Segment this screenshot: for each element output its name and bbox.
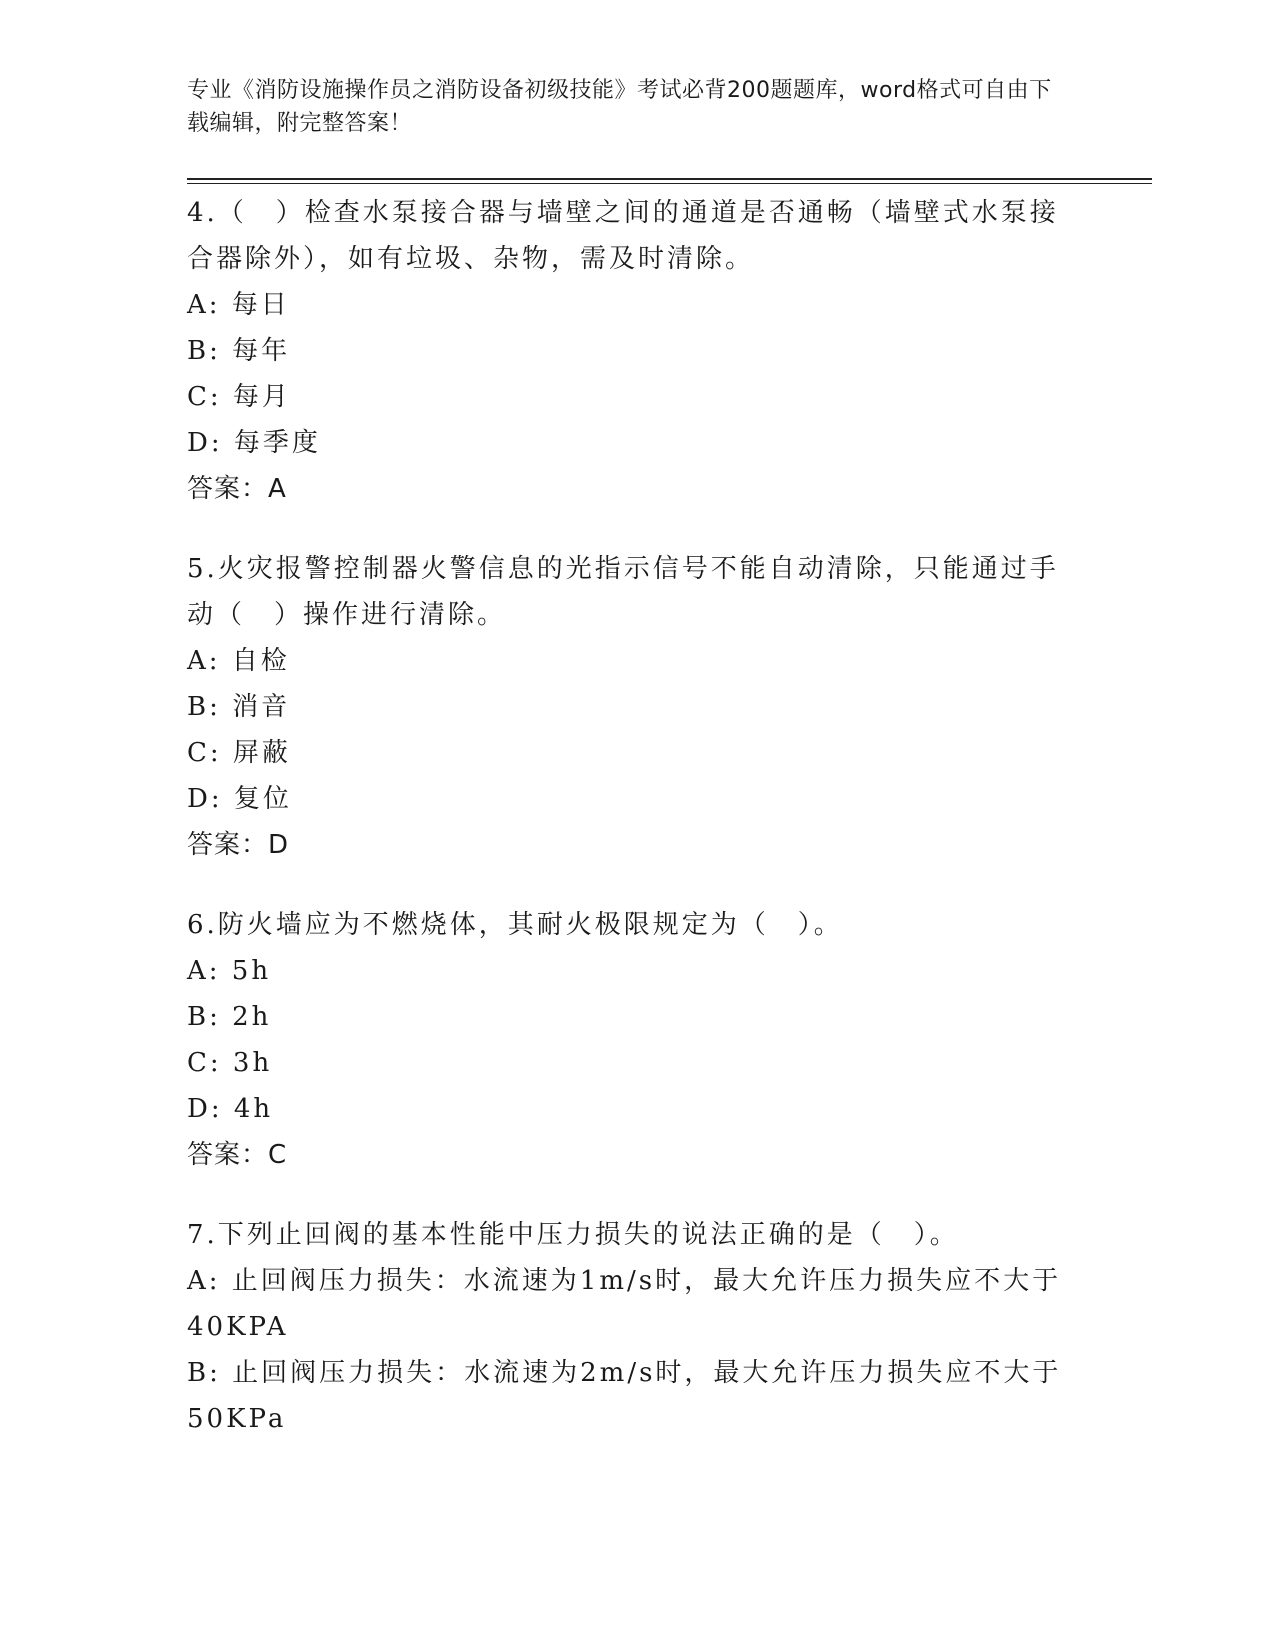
option-b: B: 2h: [187, 1002, 272, 1032]
option-a: A: 每日: [187, 290, 290, 320]
option-d: D: 4h: [187, 1094, 274, 1124]
question-stem: 7.下列止回阀的基本性能中压力损失的说法正确的是（ ）。: [187, 1220, 959, 1250]
answer-line: 答案：A: [187, 474, 287, 504]
option-a: A: 自检: [187, 646, 290, 676]
header-divider-thick: [187, 178, 1152, 180]
option-c: C: 屏蔽: [187, 738, 291, 768]
question-stem: 6.防火墙应为不燃烧体，其耐火极限规定为（ ）。: [187, 910, 843, 940]
question-stem: 4.（ ）检查水泵接合器与墙壁之间的通道是否通畅（墙壁式水泵接合器除外），如有垃圾、杂物，需及时清除。: [187, 198, 1059, 274]
option-b: B: 止回阀压力损失：水流速为2m/s时，最大允许压力损失应不大于50KPa: [187, 1358, 1062, 1434]
option-b: B: 消音: [187, 692, 291, 722]
option-d: D: 每季度: [187, 428, 321, 458]
option-a: A: 止回阀压力损失：水流速为1m/s时，最大允许压力损失应不大于40KPA: [187, 1266, 1062, 1342]
question-stem: 5.火灾报警控制器火警信息的光指示信号不能自动清除，只能通过手动（ ）操作进行清除。: [187, 554, 1059, 630]
question-item-5: [187, 546, 1067, 868]
question-item-4: [187, 190, 1067, 512]
header-divider-thin: [187, 183, 1152, 184]
option-b: B: 每年: [187, 336, 291, 366]
answer-line: 答案：D: [187, 830, 290, 860]
question-list: [187, 190, 1067, 1476]
question-item-7: [187, 1212, 1067, 1442]
option-c: C: 3h: [187, 1048, 273, 1078]
option-d: D: 复位: [187, 784, 292, 814]
option-c: C: 每月: [187, 382, 291, 412]
document-header: 专业《消防设施操作员之消防设备初级技能》考试必背200题题库，word格式可自由下载编辑，附完整答案！: [187, 78, 1052, 136]
question-item-6: [187, 902, 1067, 1178]
option-a: A: 5h: [187, 956, 272, 986]
answer-line: 答案：C: [187, 1140, 288, 1170]
